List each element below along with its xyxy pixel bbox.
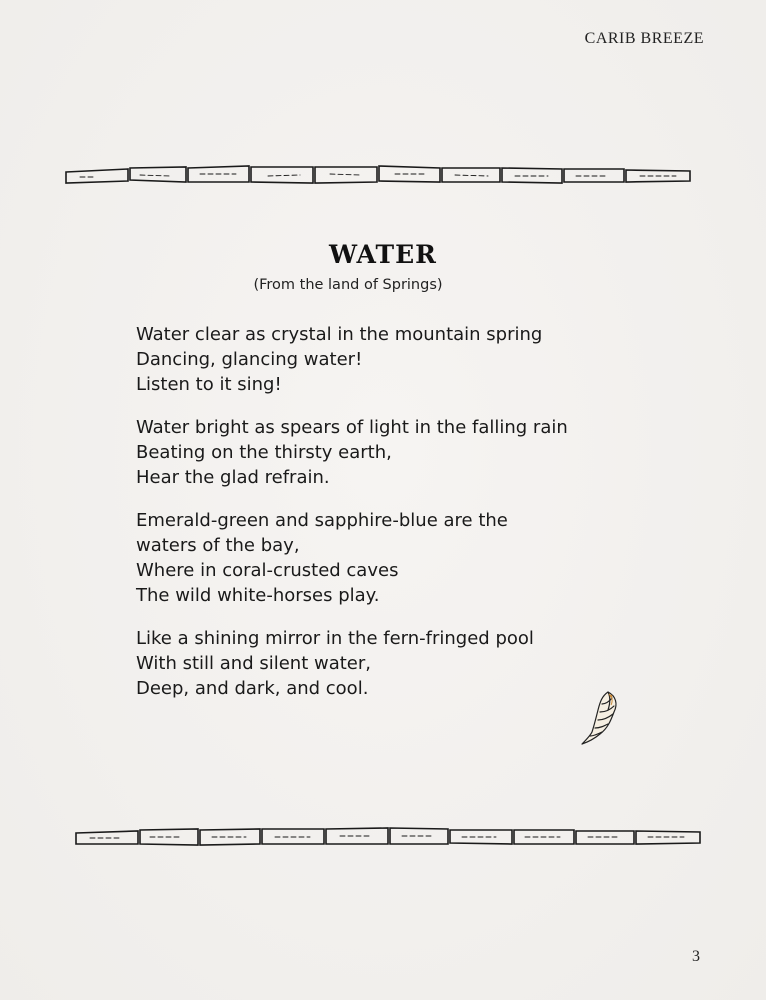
stanza [136, 415, 656, 490]
poem-line: Beating on the thirsty earth, [136, 442, 392, 463]
stanza [136, 322, 656, 397]
poem-body [136, 322, 656, 719]
poem-line: Water clear as crystal in the mountain spring [136, 324, 543, 345]
stanza [136, 508, 656, 608]
poem-line: Listen to it sing! [136, 374, 282, 395]
bamboo-divider-icon [0, 822, 766, 852]
poem-line: Deep, and dark, and cool. [136, 678, 369, 699]
poem-line: With still and silent water, [136, 653, 371, 674]
poem-line: Where in coral-crusted caves [136, 560, 399, 581]
poem-line: Hear the glad refrain. [136, 467, 330, 488]
poem-line: The wild white-horses play. [136, 585, 380, 606]
bamboo-divider-icon [0, 160, 766, 190]
seashell-icon [578, 688, 622, 748]
page-number: 3 [692, 948, 700, 965]
poem-title: WATER [329, 240, 437, 269]
poem-line: Like a shining mirror in the fern-fringed pool [136, 628, 534, 649]
poem-subtitle: (From the land of Springs) [253, 277, 443, 293]
poem-line: Water bright as spears of light in the falling rain [136, 417, 568, 438]
running-head: CARIB BREEZE [584, 30, 704, 47]
poem-line: waters of the bay, [136, 535, 300, 556]
poem-line: Emerald-green and sapphire-blue are the [136, 510, 508, 531]
poem-line: Dancing, glancing water! [136, 349, 363, 370]
